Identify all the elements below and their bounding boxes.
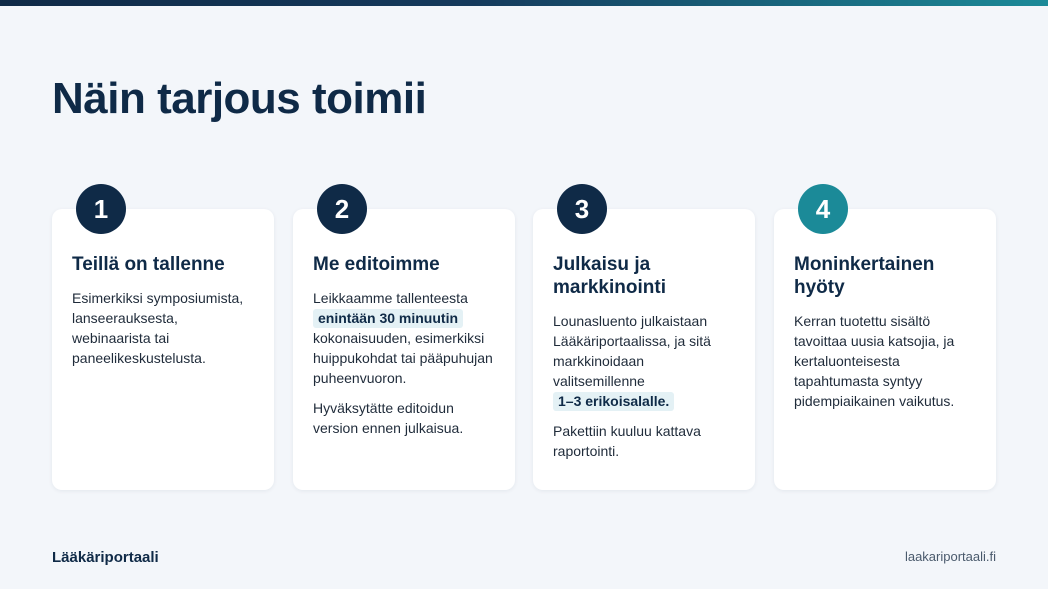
step-title: Me editoimme	[313, 254, 440, 275]
step-number-badge: 4	[798, 184, 848, 234]
brand-logo: Lääkäriportaali	[52, 549, 159, 566]
step-description-text: Lounasluento julkaistaan Lääkäriportaalissa, ja sitä markkinoidaan valitsemillenne	[553, 313, 711, 389]
step-card-1	[52, 193, 274, 490]
step-description: Esimerkiksi symposiumista, lanseerauksesta, webinaarista tai paneelikeskustelusta.	[72, 290, 244, 366]
step-title: Moninkertainen hyöty	[794, 254, 935, 298]
step-number-badge: 2	[317, 184, 367, 234]
step-approval-note: Hyväksytätte editoidun version ennen julkaisua.	[313, 400, 464, 436]
page-title: Näin tarjous toimii	[52, 74, 427, 123]
step-number-badge: 1	[76, 184, 126, 234]
step-number-badge: 3	[557, 184, 607, 234]
step-reporting-note: Pakettiin kuuluu kattava raportointi.	[553, 423, 701, 459]
step-card-3	[533, 193, 755, 490]
top-accent-bar	[0, 0, 1048, 6]
step-title: Teillä on tallenne	[72, 254, 225, 275]
specialty-highlight: 1–3 erikoisalalle.	[553, 392, 674, 411]
duration-highlight: enintään 30 minuutin	[313, 309, 463, 328]
step-title: Julkaisu ja markkinointi	[553, 254, 666, 298]
step-description	[553, 311, 735, 411]
footer-url[interactable]: laakariportaali.fi	[904, 549, 996, 564]
step-description-text: kokonaisuuden, esimerkiksi huippukohdat tai pääpuhujan puheenvuoron.	[313, 330, 493, 386]
step-description: Kerran tuotettu sisältö tavoittaa uusia katsojia, ja kertaluonteisesta tapahtumasta syntyy pidempiaikainen vaikutus.	[794, 313, 955, 409]
step-card-2	[293, 193, 515, 490]
step-description	[313, 288, 495, 388]
step-description-text: Leikkaamme tallenteesta	[313, 290, 468, 306]
step-card-4	[774, 193, 996, 490]
